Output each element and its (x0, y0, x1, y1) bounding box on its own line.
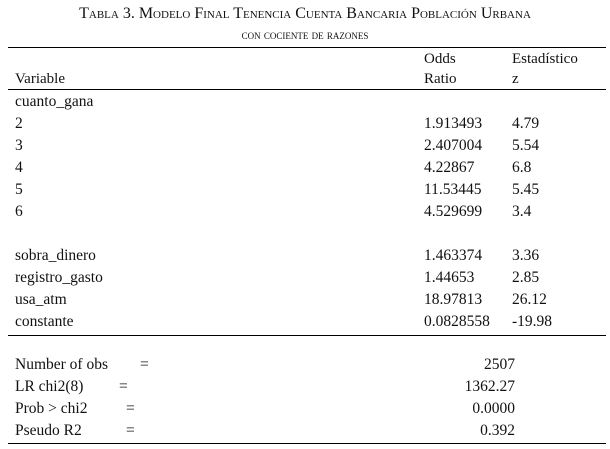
stat-label: Pseudo R2 (15, 422, 82, 439)
row-odds-ratio: 4.22867 (424, 159, 475, 176)
header-odds-line2: Ratio (424, 71, 457, 87)
stat-equals: = (140, 356, 149, 373)
row-odds-ratio: 1.913493 (424, 115, 483, 132)
coefficients-bottom-rule (8, 335, 606, 336)
stat-equals: = (126, 422, 135, 439)
header-variable: Variable (15, 71, 65, 87)
top-rule (8, 47, 606, 48)
row-variable: sobra_dinero (15, 247, 96, 264)
row-z: 2.85 (512, 269, 540, 286)
row-odds-ratio: 1.463374 (424, 247, 483, 264)
header-z-line1: Estadístico (512, 51, 578, 67)
row-variable: 3 (15, 137, 23, 154)
stat-value: 1362.27 (464, 378, 515, 395)
row-z: 26.12 (512, 291, 547, 308)
row-variable: 5 (15, 181, 23, 198)
group-label: cuanto_gana (15, 93, 94, 110)
stat-equals: = (119, 378, 128, 395)
row-z: 3.36 (512, 247, 540, 264)
row-z: 3.4 (512, 203, 532, 220)
row-z: 4.79 (512, 115, 540, 132)
stat-label: Number of obs (15, 356, 108, 373)
row-variable: usa_atm (15, 291, 67, 308)
row-z: -19.98 (512, 313, 553, 330)
row-odds-ratio: 18.97813 (424, 291, 483, 308)
row-odds-ratio: 4.529699 (424, 203, 483, 220)
table-title-line2: con cociente de razones (241, 27, 369, 42)
row-z: 5.45 (512, 181, 540, 198)
row-variable: 2 (15, 115, 23, 132)
row-odds-ratio: 2.407004 (424, 137, 483, 154)
row-variable: 6 (15, 203, 23, 220)
header-odds-line1: Odds (424, 51, 456, 67)
row-z: 5.54 (512, 137, 540, 154)
row-variable: constante (15, 313, 74, 330)
stat-value: 0.392 (480, 422, 515, 439)
header-z-line2: z (512, 71, 519, 87)
stat-label: LR chi2(8) (15, 378, 84, 395)
row-odds-ratio: 0.0828558 (424, 313, 490, 330)
header-rule (8, 89, 606, 90)
row-variable: registro_gasto (15, 269, 103, 286)
stat-value: 2507 (484, 356, 515, 373)
row-variable: 4 (15, 159, 23, 176)
stat-label: Prob > chi2 (15, 400, 88, 417)
row-odds-ratio: 11.53445 (424, 181, 482, 198)
row-odds-ratio: 1.44653 (424, 269, 475, 286)
table-title-line1: Tabla 3. Modelo Final Tenencia Cuenta Bancaria Población Urbana (79, 5, 531, 22)
stat-value: 0.0000 (472, 400, 515, 417)
table-bottom-rule (8, 443, 606, 444)
stat-equals: = (126, 400, 135, 417)
row-z: 6.8 (512, 159, 532, 176)
